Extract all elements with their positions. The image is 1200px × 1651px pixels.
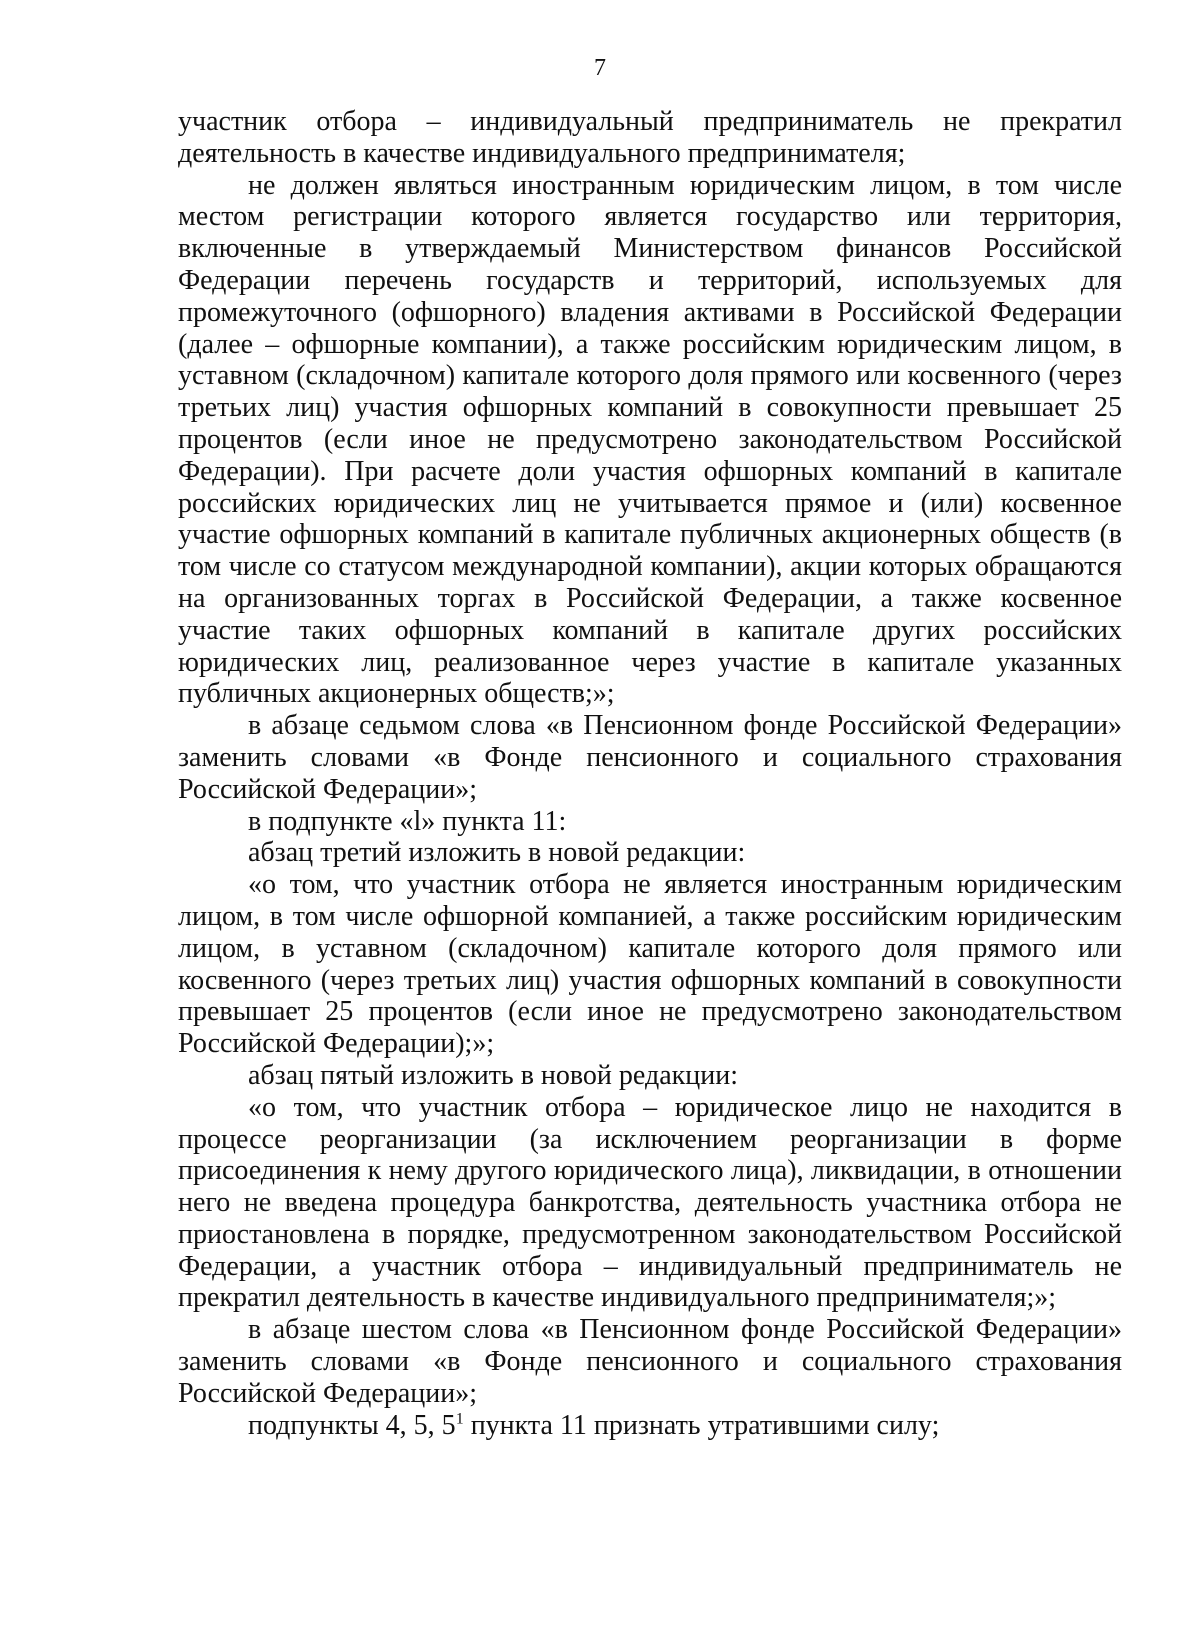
paragraph: не должен являться иностранным юридическим лицом, в том числе местом регистрации которого является государство или территория, включенные в утверждаемый Министерством финансов Российской Федерации перечень государств и территорий, используемых для промежуточного (офшорного) владения активами в Российской Федерации (далее – офшорные компании), а также российским юридическим лицом, в уставном (складочном) капитале которого доля прямого или косвенного (через третьих лиц) участия офшорных компаний в совокупности превышает 25 процентов (если иное не предусмотрено законодательством Российской Федерации). При расчете доли участия офшорных компаний в капитале российских юридических лиц не учитывается прямое и (или) косвенное участие офшорных компаний в капитале публичных акционерных обществ (в том числе со статусом международной компании), акции которых обращаются на организованных торгах в Российской Федерации, а также косвенное участие таких офшорных компаний в капитале других российских юридических лиц, реализованное через участие в капитале указанных публичных акционерных обществ;»; [178, 169, 1122, 710]
paragraph: в абзаце седьмом слова «в Пенсионном фонде Российской Федерации» заменить словами «в Фонде пенсионного и социального страхования Российской Федерации»; [178, 710, 1122, 805]
paragraph: участник отбора – индивидуальный предприниматель не прекратил деятельность в качестве индивидуального предпринимателя; [178, 106, 1122, 169]
paragraph: в подпункте «l» пункта 11: [248, 805, 567, 837]
superscript-index: 1 [455, 1410, 464, 1428]
paragraph-last-start: подпункты 4, 5, 5 [248, 1409, 456, 1441]
paragraph-last-end: пункта 11 признать утратившими силу; [463, 1409, 940, 1441]
paragraph: абзац третий изложить в новой редакции: [248, 837, 746, 869]
document-body [178, 106, 1122, 1441]
paragraph: абзац пятый изложить в новой редакции: [248, 1059, 738, 1091]
paragraph-last [178, 1410, 1122, 1442]
paragraph: «о том, что участник отбора – юридическое лицо не находится в процессе реорганизации (за исключением реорганизации в форме присоединения к нему другого юридического лица), ликвидации, в отношении него не введена процедура банкротства, деятельность участника отбора не приостановлена в порядке, предусмотренном законодательством Российской Федерации, а участник отбора – индивидуальный предприниматель не прекратил деятельность в качестве индивидуального предпринимателя;»; [178, 1091, 1122, 1314]
paragraph: в абзаце шестом слова «в Пенсионном фонде Российской Федерации» заменить словами «в Фонде пенсионного и социального страхования Российской Федерации»; [178, 1314, 1122, 1409]
paragraph: «о том, что участник отбора не является иностранным юридическим лицом, в том числе офшорной компанией, а также российским юридическим лицом, в уставном (складочном) капитале которого доля прямого или косвенного (через третьих лиц) участия офшорных компаний в совокупности превышает 25 процентов (если иное не предусмотрено законодательством Российской Федерации);»; [178, 869, 1122, 1060]
page-number: 7 [594, 55, 606, 81]
